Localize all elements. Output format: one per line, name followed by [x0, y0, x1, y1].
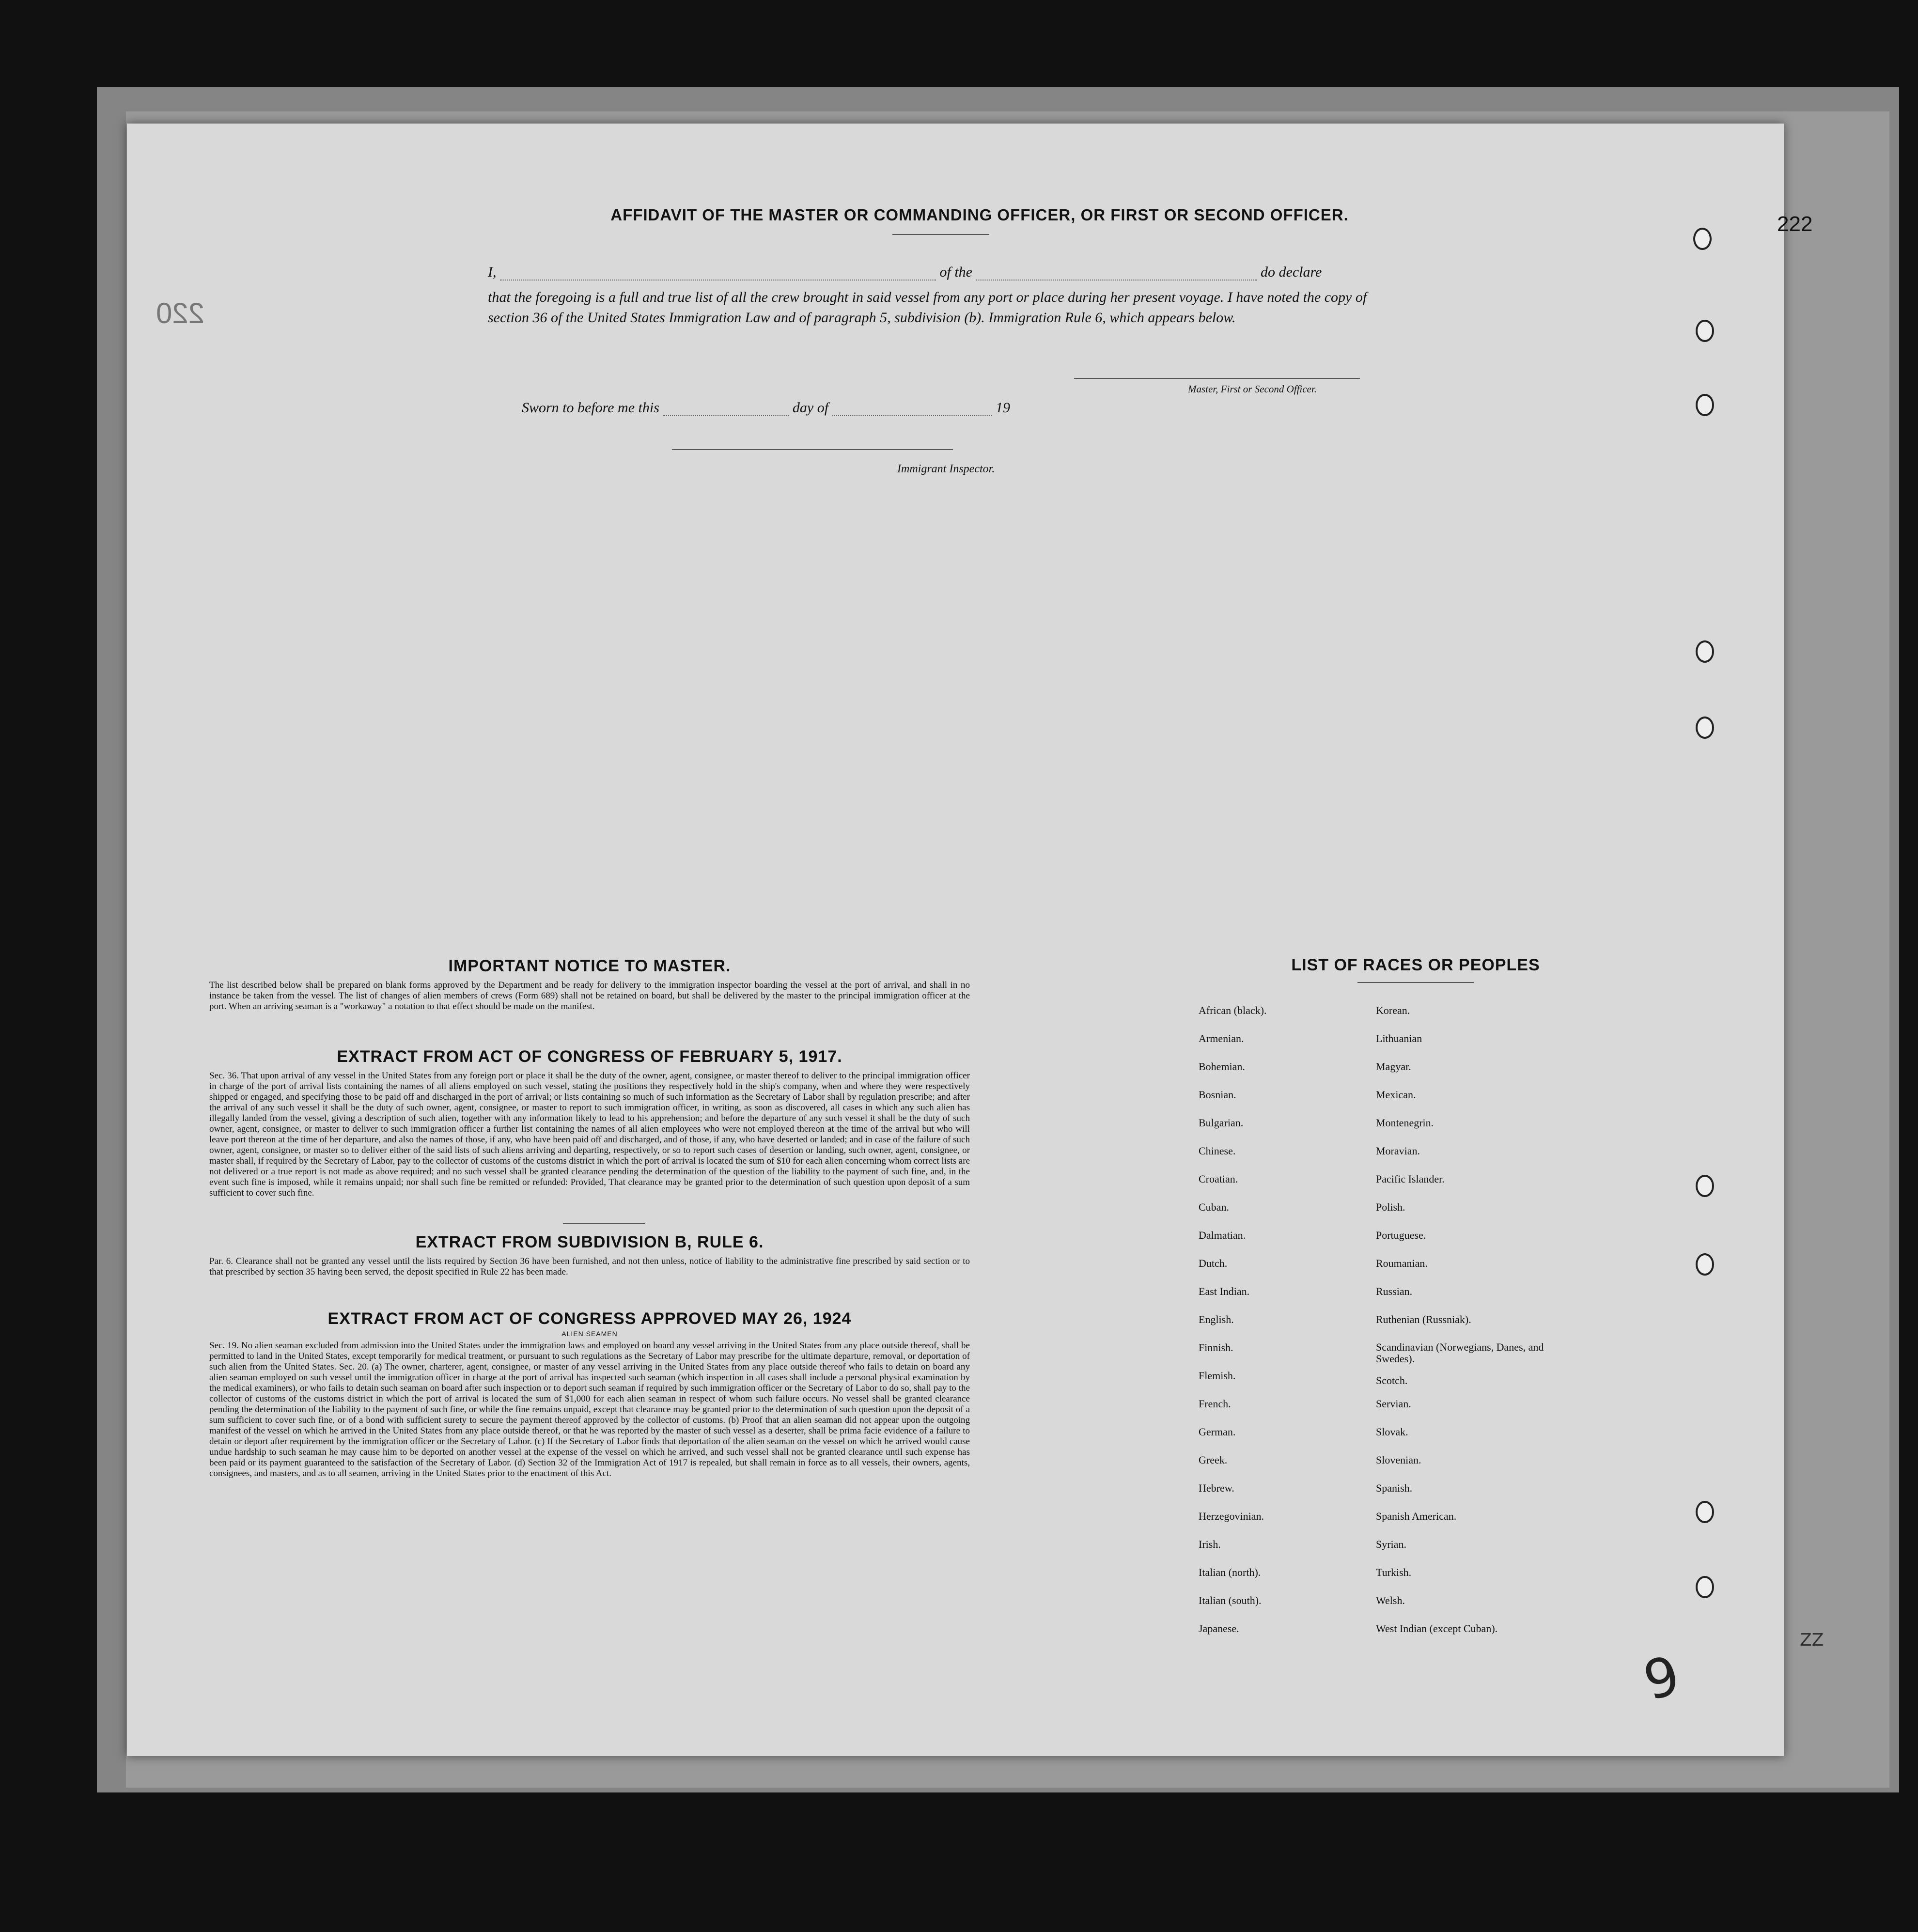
declare-end-label: do declare [1261, 264, 1322, 280]
race-item: Montenegrin. [1376, 1117, 1434, 1129]
title-divider [892, 234, 989, 235]
races-left-column [1199, 1004, 1392, 1756]
notice-title: IMPORTANT NOTICE TO MASTER. [448, 957, 731, 975]
race-item: Pacific Islander. [1376, 1173, 1445, 1185]
race-item: Spanish American. [1376, 1510, 1457, 1522]
race-item: Slovenian. [1376, 1454, 1421, 1466]
punch-hole [1693, 228, 1712, 250]
race-item: Bulgarian. [1199, 1117, 1244, 1129]
extract-1924-subtitle: ALIEN SEAMEN [561, 1330, 618, 1338]
margin-mark: ZZ [1800, 1630, 1824, 1650]
affidavit-text: that the foregoing is a full and true list of all the crew brought in said vessel from any port or place during her present voyage. I have noted the copy of section 36 of the United States Immigration Law and of paragraph 5, subdivision (b). Immigration Rule 6, which appears below. [488, 289, 1367, 326]
sworn-month-field[interactable] [832, 415, 992, 416]
race-item: West Indian (except Cuban). [1376, 1622, 1498, 1635]
race-item: Welsh. [1376, 1594, 1405, 1606]
race-item: Dutch. [1199, 1257, 1228, 1269]
punch-hole [1696, 1253, 1714, 1276]
race-item: Croatian. [1199, 1173, 1238, 1185]
race-item: French. [1199, 1398, 1231, 1410]
race-item: German. [1199, 1426, 1236, 1438]
extract-1917-title: EXTRACT FROM ACT OF CONGRESS OF FEBRUARY 5, 1917. [337, 1047, 842, 1066]
race-item: Lithuanian [1376, 1032, 1422, 1044]
notice-text: The list described below shall be prepared on blank forms approved by the Department and be ready for delivery to the immigration inspector boarding the vessel at the port of arrival, and shall in no instance be taken from the vessel. The list of changes of alien members of crews (Form 689) shall not be retained on board, but shall be delivered by the master to the principal immigration officer at the port. When an arriving seaman is a "workaway" a notation to that effect should be made on the manifest. [209, 980, 970, 1012]
race-item: Cuban. [1199, 1201, 1229, 1213]
punch-hole [1696, 1501, 1714, 1523]
race-item: Mexican. [1376, 1089, 1416, 1101]
declaration-line [488, 264, 1394, 280]
race-item: Irish. [1199, 1538, 1221, 1550]
sworn-prefix: Sworn to before me this [522, 400, 659, 416]
handwritten-mark: 9 [1637, 1644, 1686, 1713]
subdivision-text: Par. 6. Clearance shall not be granted any vessel until the lists required by Section 36 have been furnished, and not then unless, notice of liability to the administrative fine prescribed by said section or to that prescribed by section 35 having been served, the deposit specified in Rule 22 has been made. [209, 1256, 970, 1277]
races-title: LIST OF RACES OR PEOPLES [1291, 956, 1540, 974]
races-divider [1357, 982, 1474, 983]
race-item: Scotch. [1376, 1374, 1408, 1387]
affidavit-title: AFFIDAVIT OF THE MASTER OR COMMANDING OFFICER, OR FIRST OR SECOND OFFICER. [610, 206, 1349, 224]
race-item: Flemish. [1199, 1370, 1236, 1382]
races-right-column [1376, 1004, 1570, 1756]
page-number: 222 [1777, 212, 1813, 236]
extract-divider [563, 1223, 645, 1224]
sworn-year-label: 19 [996, 400, 1011, 416]
punch-hole [1696, 640, 1714, 663]
race-item: Japanese. [1199, 1622, 1239, 1635]
race-item: Korean. [1376, 1004, 1410, 1016]
race-item: Dalmatian. [1199, 1229, 1246, 1241]
form-page [127, 124, 1784, 1756]
sworn-day-field[interactable] [663, 415, 789, 416]
signature-line[interactable] [1074, 378, 1360, 379]
punch-hole [1696, 320, 1714, 342]
race-item: Moravian. [1376, 1145, 1420, 1157]
extract-1924-title: EXTRACT FROM ACT OF CONGRESS APPROVED MAY 26, 1924 [327, 1309, 852, 1328]
race-item: Italian (south). [1199, 1594, 1262, 1606]
race-item: Roumanian. [1376, 1257, 1428, 1269]
race-item: Syrian. [1376, 1538, 1406, 1550]
punch-hole [1696, 717, 1714, 739]
punch-hole [1696, 1175, 1714, 1197]
race-item: Magyar. [1376, 1060, 1411, 1073]
race-item: Polish. [1376, 1201, 1405, 1213]
punch-hole [1696, 394, 1714, 416]
race-item: African (black). [1199, 1004, 1267, 1016]
race-item: Slovak. [1376, 1426, 1408, 1438]
race-item: Servian. [1376, 1398, 1411, 1410]
race-item: Bosnian. [1199, 1089, 1236, 1101]
race-item: English. [1199, 1313, 1234, 1325]
subdivision-title: EXTRACT FROM SUBDIVISION B, RULE 6. [415, 1233, 764, 1251]
race-item: Armenian. [1199, 1032, 1244, 1044]
race-item: Scandinavian (Norwegians, Danes, and Swedes). [1376, 1341, 1544, 1365]
race-item: Italian (north). [1199, 1566, 1261, 1578]
race-item: Hebrew. [1199, 1482, 1234, 1494]
sworn-day-label: day of [792, 400, 829, 416]
race-item: Ruthenian (Russniak). [1376, 1313, 1471, 1325]
race-item: Russian. [1376, 1285, 1413, 1297]
inspector-signature-line[interactable] [672, 449, 953, 450]
race-item: Spanish. [1376, 1482, 1413, 1494]
signature-label: Master, First or Second Officer. [1188, 383, 1317, 395]
race-item: Chinese. [1199, 1145, 1236, 1157]
sworn-line [522, 400, 1200, 416]
race-item: Herzegovinian. [1199, 1510, 1264, 1522]
race-item: East Indian. [1199, 1285, 1250, 1297]
extract-1917-text: Sec. 36. That upon arrival of any vessel in the United States from any foreign port or place it shall be the duty of the owner, agent, consignee, or master thereof to deliver to the principal immigration officer in charge of the port of arrival lists containing the names of all aliens employed on such vessel, stating the positions they respectively hold in the ship's company, when and where they were respectively shipped or engaged, and specifying those to be paid off and discharged in the port of arrival; or lists containing so much of such information as the Secretary of Labor shall by regulation prescribe; and after the arrival of any such vessel it shall be the duty of such owner, agent, consignee, or master to report to such immigration officer, in writing, as soon as discovered, all cases in which any such alien has illegally landed from the vessel, giving a description of such alien, together with any information likely to lead to his apprehension; and before the departure of any such vessel it shall be the duty of such owner, agent, consignee, or master to deliver to such immigration officer a further list containing the names of all alien employees who were not employed thereon at the time of the arrival but who will leave port thereon at the time of her departure, and also the names of those, if any, who have been paid off and discharged, and of those, if any, who have deserted or landed; and in case of the failure of such owner, agent, consignee, or master so to deliver either of the said lists of such aliens arriving and departing, respectively, or so to report such cases of desertion or landing, such owner, agent, consignee, or master shall, if required by the Secretary of Labor, pay to the collector of customs of the customs district in which the port of arrival is located the sum of $10 for each alien concerning whom correct lists are not delivered or a true report is not made as above required; and no such vessel shall be granted clearance pending the determination of the question of the liability to the payment of such fine, and, in the event such fine is imposed, while it remains unpaid; nor shall such fine be remitted or refunded: Provided, That clearance may be granted prior to the determination of such question upon deposit of a sum sufficient to cover such fine. [209, 1071, 970, 1198]
race-item: Turkish. [1376, 1566, 1412, 1578]
race-item: Finnish. [1199, 1341, 1233, 1354]
punch-hole [1696, 1576, 1714, 1598]
extract-1924-text: Sec. 19. No alien seaman excluded from admission into the United States under the immigration laws and employed on board any vessel arriving in the United States from any place outside thereof, shall be permitted to land in the United States, except temporarily for medical treatment, or pursuant to such regulations as the Secretary of Labor may prescribe for the ultimate departure, removal, or deportation of such alien from the United States. Sec. 20. (a) The owner, charterer, agent, consignee, or master of any vessel arriving in the United States from any place outside thereof who fails to detain on board any alien seaman employed on such vessel until the immigration officer in charge at the port of arrival has inspected such seaman (which inspection in all cases shall include a personal physical examination by the medical examiners), or who fails to detain such seaman on board after such inspection or to deport such seaman if required by such immigration officer or the Secretary of Labor to do so, shall pay to the collector of customs of the customs district in which the port of arrival is located the sum of $1,000 for each alien seaman in respect of whom such failure occurs. No vessel shall be granted clearance pending the determination of the liability to the payment of such fine, or while the fine remains unpaid, except that clearance may be granted prior to the determination of such question upon the deposit of a sum sufficient to cover such fine, or of a bond with sufficient surety to secure the payment thereof approved by the collector of customs. (b) Proof that an alien seaman did not appear upon the outgoing manifest of the vessel on which he arrived in the United States from any place outside thereof, or that he was reported by the master of such vessel as a deserter, shall be prima facie evidence of a failure to detain or deport after requirement by the immigration officer or the Secretary of Labor. (c) If the Secretary of Labor finds that deportation of the alien seaman on the vessel on which he arrived would cause undue hardship to such seaman he may cause him to be deported on another vessel at the expense of the vessel on which he arrived, and such vessel shall not be granted clearance until such expense has been paid or its payment guaranteed to the satisfaction of the Secretary of Labor. (d) Section 32 of the Immigration Act of 1917 is repealed, but shall remain in force as to all vessels, their owners, agents, consignees, and masters, and as to all seamen, arriving in the United States prior to the enactment of this Act. [209, 1340, 970, 1479]
declare-of-the-label: of the [939, 264, 972, 280]
ghost-page-number: 220 [156, 297, 205, 329]
race-item: Portuguese. [1376, 1229, 1426, 1241]
declare-i-label: I, [488, 264, 497, 280]
race-item: Greek. [1199, 1454, 1228, 1466]
inspector-label: Immigrant Inspector. [897, 463, 995, 475]
race-item: Bohemian. [1199, 1060, 1245, 1073]
